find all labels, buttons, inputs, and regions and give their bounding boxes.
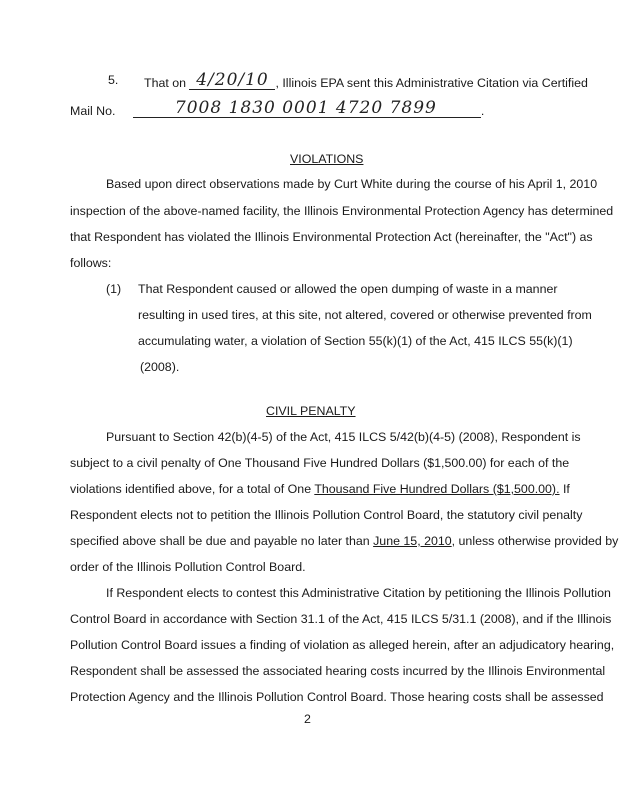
mail-number-blank <box>133 98 481 118</box>
violation-item-line: accumulating water, a violation of Section 55(k)(1) of the Act, 415 ILCS 55(k)(1) <box>138 334 573 348</box>
item-5-line-1 <box>144 70 588 90</box>
violation-item-line: (2008). <box>140 360 180 374</box>
penalty-total-amount: Thousand Five Hundred Dollars ($1,500.00). <box>314 482 560 496</box>
violations-para-line: follows: <box>70 256 112 270</box>
page-number: 2 <box>304 712 311 726</box>
penalty-para2-line: If Respondent elects to contest this Administrative Citation by petitioning the Illinois Pollution <box>106 586 611 600</box>
violations-heading: VIOLATIONS <box>290 152 364 166</box>
penalty-para-line: order of the Illinois Pollution Control Board. <box>70 560 306 574</box>
violation-item-line: resulting in used tires, at this site, not altered, covered or otherwise prevented from <box>138 308 592 322</box>
penalty-para2-line: Pollution Control Board issues a finding of violation as alleged herein, after an adjudicatory hearing, <box>70 638 615 652</box>
violations-para-line: that Respondent has violated the Illinois Environmental Protection Act (hereinafter, the "Act") as <box>70 230 593 244</box>
penalty-due-date: June 15, 2010 <box>373 534 452 548</box>
penalty-para-line: Respondent elects not to petition the Illinois Pollution Control Board, the statutory civil penalty <box>70 508 583 522</box>
mail-end-period: . <box>480 104 485 118</box>
item-5-line-2 <box>70 98 485 118</box>
penalty-line3-suffix: If <box>559 482 570 496</box>
date-blank <box>189 70 275 90</box>
penalty-line5-suffix: , unless otherwise provided by <box>451 534 619 548</box>
violations-para-line: inspection of the above-named facility, the Illinois Environmental Protection Agency has determined <box>70 204 614 218</box>
penalty-para-line: Pursuant to Section 42(b)(4-5) of the Act, 415 ILCS 5/42(b)(4-5) (2008), Respondent is <box>106 430 581 444</box>
violation-item-line: That Respondent caused or allowed the open dumping of waste in a manner <box>138 282 558 296</box>
penalty-para2-line: Control Board in accordance with Section 31.1 of the Act, 415 ILCS 5/31.1 (2008), and if the Illinois <box>70 612 612 626</box>
mail-label: Mail No. <box>70 104 116 118</box>
penalty-para-line: subject to a civil penalty of One Thousand Five Hundred Dollars ($1,500.00) for each of the <box>70 456 570 470</box>
penalty-para-line <box>70 534 619 548</box>
item-5-number: 5. <box>108 73 119 87</box>
handwritten-mail-number: 7008 1830 0001 4720 7899 <box>174 98 437 118</box>
penalty-line3-prefix: violations identified above, for a total of One <box>70 482 315 496</box>
penalty-para2-line: Respondent shall be assessed the associated hearing costs incurred by the Illinois Environmental <box>70 664 606 678</box>
violation-item-number: (1) <box>106 282 122 296</box>
penalty-para-line <box>70 482 570 496</box>
handwritten-date: 4/20/10 <box>196 70 269 90</box>
item-5-suffix: , Illinois EPA sent this Administrative Citation via Certified <box>275 76 588 90</box>
penalty-line5-prefix: specified above shall be due and payable no later than <box>70 534 374 548</box>
violations-para-line: Based upon direct observations made by Curt White during the course of his April 1, 2010 <box>106 177 598 191</box>
item-5-prefix: That on <box>144 76 187 90</box>
penalty-para2-line: Protection Agency and the Illinois Pollution Control Board. Those hearing costs shall be assessed <box>70 690 604 704</box>
civil-penalty-heading: CIVIL PENALTY <box>266 404 356 418</box>
